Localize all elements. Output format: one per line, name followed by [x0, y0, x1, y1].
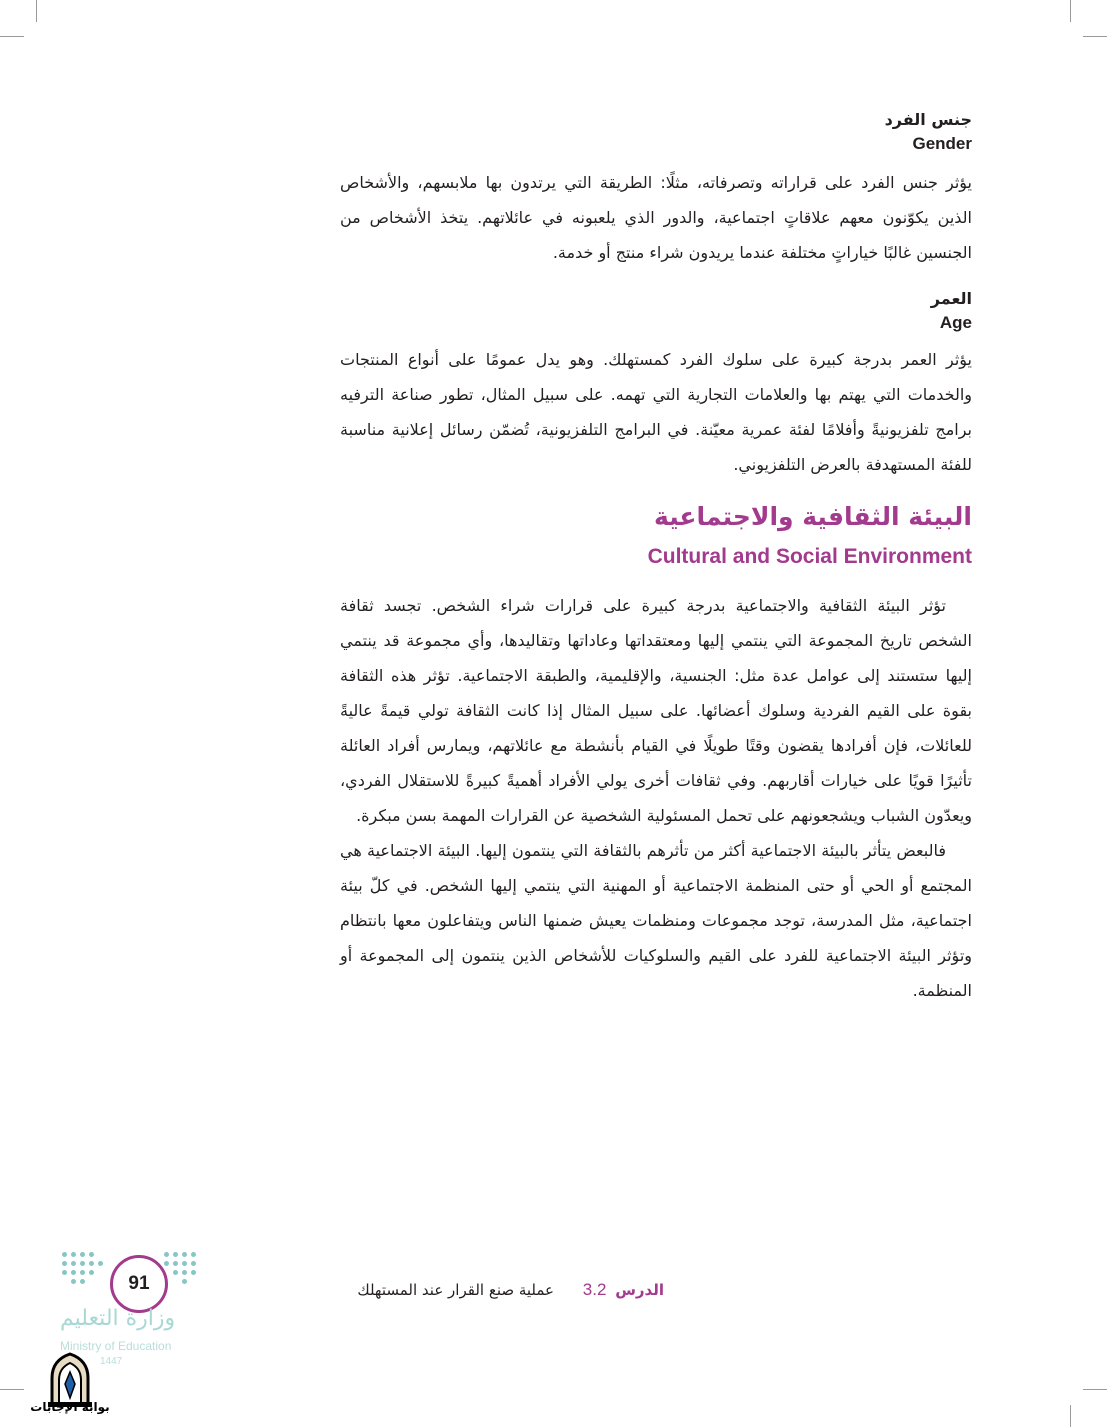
lesson-number: 3.2 — [582, 1280, 607, 1299]
cultural-paragraph: تؤثر البيئة الثقافية والاجتماعية بدرجة كبيرة على قرارات شراء الشخص. تجسد ثقافة الشخص تاريخ المجموعة التي ينتمي إليها ومعتقداتها وعاداتها وتقاليدها، وأي مجموعة قد ينتمي إليها ستستند إلى عوامل عدة مثل: الجنسية، والإقليمية، والطبقة الاجتماعية. تؤثر هذه الثقافة بقوة على القيم الفردية وسلوك أعضائها. على سبيل المثال إذا كانت الثقافة تولي قيمةً عاليةً للعائلات، فإن أفرادها يقضون وقتًا طويلًا في القيام بأنشطة مع عائلاتهم، ويمارس أفراد العائلة تأثيرًا قويًا على خيارات أقاربهم. وفي ثقافات أخرى يولي الأفراد أهميةً كبيرةً للاستقلال الفردي، ويعدّون الشباب ويشجعونهم على تحمل المسئولية الشخصية عن القرارات المهمة بسن مبكرة. — [340, 596, 972, 825]
age-heading-ar: العمر — [930, 289, 972, 308]
crop-mark — [1070, 1405, 1071, 1427]
ministry-dots-left — [62, 1252, 112, 1292]
section-title-ar: البيئة الثقافية والاجتماعية — [654, 502, 972, 531]
age-section — [340, 342, 972, 482]
crop-mark — [36, 0, 37, 22]
crop-mark — [0, 36, 24, 37]
age-heading-en: Age — [939, 313, 972, 332]
gender-heading-en: Gender — [912, 134, 972, 153]
crop-mark — [0, 1389, 24, 1390]
gender-heading-ar: جنس الفرد — [884, 110, 972, 129]
page-number: 91 — [110, 1255, 168, 1313]
social-paragraph: فالبعض يتأثر بالبيئة الاجتماعية أكثر من تأثرهم بالثقافة التي ينتمون إليها. البيئة الاجتماعية هي المجتمع أو الحي أو حتى المنظمة الاجتماعية أو المهنية التي ينتمي إليها الشخص. في كلّ بيئة اجتماعية، مثل المدرسة، توجد مجموعات ومنظمات يعيش ضمنها الناس ويتفاعلون معها بانتظام وتؤثر البيئة الاجتماعية للفرد على القيم والسلوكيات للأشخاص الذين ينتمون إلى المجموعة أو المنظمة. — [340, 841, 972, 1000]
watermark-text: بوابة الإجابات — [30, 1400, 110, 1414]
age-paragraph: يؤثر العمر بدرجة كبيرة على سلوك الفرد كمستهلك. وهو يدل عمومًا على أنواع المنتجات والخدمات التي يهتم بها والعلامات التجارية التي تهمه. على سبيل المثال، تطور صناعة الترفيه برامج تلفزيونيةً وأفلامًا لفئة عمرية معيّنة. في البرامج التلفزيونية، تُضمّن رسائل إعلانية مناسبة للفئة المستهدفة بالعرض التلفزيوني. — [340, 350, 972, 474]
ministry-year: 1447 — [100, 1356, 123, 1367]
lesson-title: عملية صنع القرار عند المستهلك — [357, 1281, 555, 1299]
ministry-name-ar: وزارة التعليم — [60, 1306, 176, 1331]
lesson-label: الدرس — [615, 1281, 664, 1299]
footer-lesson — [357, 1280, 664, 1300]
crop-mark — [1083, 36, 1107, 37]
gender-paragraph: يؤثر جنس الفرد على قراراته وتصرفاته، مثلًا: الطريقة التي يرتدون بها ملابسهم، والأشخاص الذين يكوّنون معهم علاقاتٍ اجتماعية، والدور الذي يلعبونه في عائلاتهم. يتخذ الأشخاص من الجنسين غالبًا خياراتٍ مختلفة عندما يريدون شراء منتج أو خدمة. — [340, 173, 972, 262]
section-title-en: Cultural and Social Environment — [647, 545, 972, 568]
watermark-logo-icon — [30, 1348, 110, 1426]
crop-mark — [1070, 0, 1071, 22]
ministry-name-en: Ministry of Education — [60, 1339, 172, 1353]
gender-section — [340, 165, 972, 270]
crop-mark — [1083, 1389, 1107, 1390]
cultural-section — [340, 588, 972, 1008]
